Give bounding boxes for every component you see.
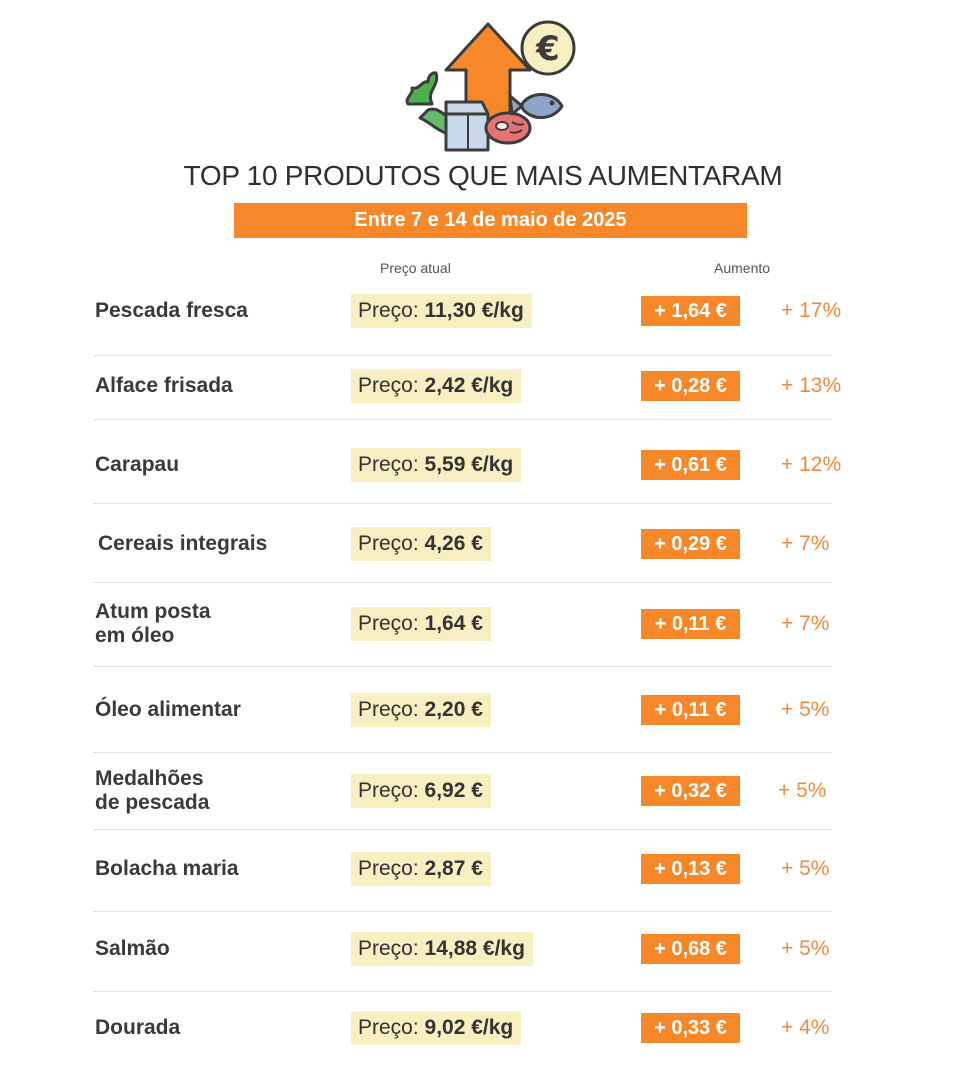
price-label: Preço: [358, 857, 425, 880]
price-tag [351, 607, 491, 641]
increase-badge: + 0,11 € [641, 695, 740, 725]
increase-badge: + 0,13 € [641, 854, 740, 884]
row-divider [94, 829, 832, 830]
price-label: Preço: [358, 937, 425, 960]
steak-icon [486, 113, 530, 143]
increase-badge: + 0,68 € [641, 934, 740, 964]
lettuce-icon [407, 73, 450, 134]
price-tag [351, 1011, 521, 1045]
product-name: Óleo alimentar [95, 698, 241, 721]
price-tag [351, 852, 491, 886]
increase-percent: + 5% [778, 779, 827, 802]
price-value: 2,20 € [424, 698, 483, 721]
increase-percent: + 12% [781, 453, 842, 476]
price-label: Preço: [358, 532, 425, 555]
increase-badge: + 0,61 € [641, 450, 740, 480]
product-name: Dourada [95, 1016, 181, 1039]
euro-coin-icon [522, 22, 574, 74]
price-value: 4,26 € [424, 532, 483, 555]
column-header-price: Preço atual [380, 260, 451, 276]
increase-badge: + 1,64 € [641, 296, 740, 326]
increase-badge: + 0,33 € [641, 1013, 740, 1043]
column-header-increase: Aumento [714, 260, 771, 276]
increase-badge: + 0,29 € [641, 529, 740, 559]
milk-carton-icon [446, 102, 488, 150]
increase-percent: + 5% [781, 698, 830, 721]
product-name: Atum posta em óleo [95, 600, 211, 647]
price-value: 2,87 € [424, 857, 483, 880]
product-name: Salmão [95, 937, 170, 960]
price-label: Preço: [358, 779, 425, 802]
date-range-banner: Entre 7 e 14 de maio de 2025 [234, 203, 747, 238]
price-label: Preço: [358, 612, 425, 635]
increase-percent: + 4% [781, 1016, 830, 1039]
increase-badge: + 0,11 € [641, 609, 740, 639]
increase-badge: + 0,28 € [641, 371, 740, 401]
price-value: 5,59 €/kg [424, 453, 514, 476]
price-tag [351, 448, 521, 482]
price-tag [351, 527, 491, 561]
row-divider [94, 503, 832, 504]
row-divider [94, 752, 832, 753]
price-value: 11,30 €/kg [424, 299, 524, 322]
increase-badge: + 0,32 € [641, 776, 740, 806]
increase-percent: + 5% [781, 857, 830, 880]
price-label: Preço: [358, 453, 425, 476]
page-title: TOP 10 PRODUTOS QUE MAIS AUMENTARAM [183, 160, 783, 191]
price-value: 14,88 €/kg [424, 937, 525, 960]
increase-percent: + 5% [781, 937, 830, 960]
price-tag [351, 932, 533, 966]
product-name: Alface frisada [95, 374, 233, 397]
row-divider [94, 582, 832, 583]
price-label: Preço: [358, 374, 425, 397]
product-name: Medalhões de pescada [95, 767, 210, 814]
price-value: 2,42 €/kg [424, 374, 514, 397]
price-tag [351, 693, 491, 727]
product-name: Cereais integrais [98, 532, 268, 555]
price-value: 1,64 € [424, 612, 483, 635]
row-divider [94, 419, 832, 420]
hero-illustration [398, 18, 588, 156]
svg-text:€: € [536, 29, 560, 69]
increase-percent: + 7% [781, 612, 830, 635]
increase-percent: + 7% [781, 532, 830, 555]
product-name: Bolacha maria [95, 857, 239, 880]
price-tag [351, 294, 532, 328]
price-label: Preço: [358, 698, 425, 721]
price-tag [351, 774, 491, 808]
row-divider [94, 355, 832, 356]
price-label: Preço: [358, 299, 425, 322]
product-name: Carapau [95, 453, 180, 476]
product-name: Pescada fresca [95, 299, 248, 322]
price-label: Preço: [358, 1016, 425, 1039]
increase-percent: + 17% [781, 299, 842, 322]
increase-percent: + 13% [781, 374, 842, 397]
price-value: 9,02 €/kg [424, 1016, 514, 1039]
row-divider [94, 911, 832, 912]
row-divider [94, 666, 832, 667]
price-tag [351, 369, 521, 403]
price-value: 6,92 € [424, 779, 483, 802]
row-divider [94, 991, 832, 992]
